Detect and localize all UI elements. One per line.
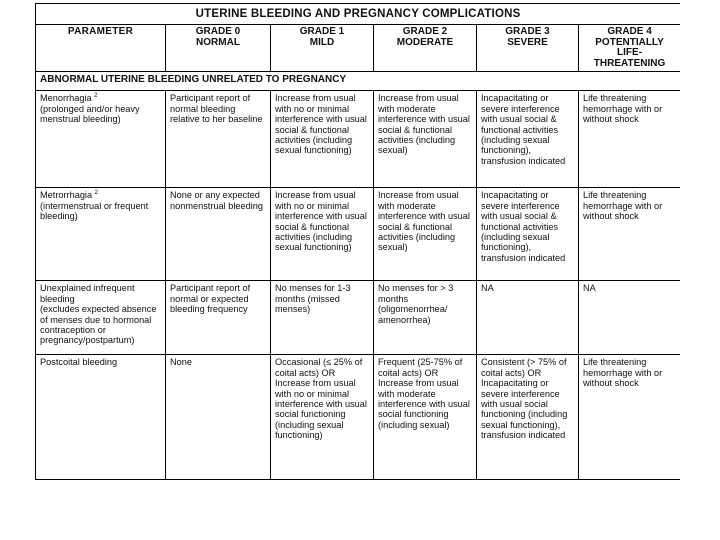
grade-1-cell: Occasional (≤ 25% of coital acts) OR Increase from usual with no or minimal interference with usual social functioning (including sexual functioning)	[271, 355, 374, 480]
grade-2-cell: Increase from usual with moderate interference with usual social & functional activities (including sexual)	[374, 91, 477, 188]
grade-4-cell: Life threatening hemorrhage with or without shock	[579, 355, 681, 480]
parameter-cell: Menorrhagia $^2$ (prolonged and/or heavy menstrual bleeding)	[36, 91, 166, 188]
table-title: UTERINE BLEEDING AND PREGNANCY COMPLICATIONS	[36, 4, 681, 25]
header-parameter: PARAMETER	[36, 25, 166, 72]
grade-3-cell: Incapacitating or severe interference with usual social & functional activities (including sexual functioning), transfusion indicated	[477, 91, 579, 188]
grade-0-cell: Participant report of normal bleeding relative to her baseline	[166, 91, 271, 188]
grade-4-cell: Life threatening hemorrhage with or without shock	[579, 91, 681, 188]
header-grade-2: GRADE 2 MODERATE	[374, 25, 477, 72]
header-grade-3: GRADE 3 SEVERE	[477, 25, 579, 72]
grade-0-cell: None	[166, 355, 271, 480]
header-grade-0: GRADE 0 NORMAL	[166, 25, 271, 72]
grade-1-cell: Increase from usual with no or minimal interference with usual social & functional activities (including sexual functioning)	[271, 188, 374, 281]
grade-0-cell: Participant report of normal or expected bleeding frequency	[166, 281, 271, 355]
table-row	[36, 281, 681, 355]
header-row	[36, 25, 681, 72]
grade-2-cell: Frequent (25-75% of coital acts) OR Increase from usual with moderate interference with usual social functioning (including sexual)	[374, 355, 477, 480]
document-page	[35, 3, 680, 485]
grading-table	[35, 3, 680, 480]
table-row	[36, 355, 681, 480]
parameter-cell: Unexplained infrequent bleeding (excludes expected absence of menses due to hormonal contraception or pregnancy/postpartum)	[36, 281, 166, 355]
parameter-cell: Postcoital bleeding	[36, 355, 166, 480]
table-row	[36, 188, 681, 281]
grade-1-cell: Increase from usual with no or minimal interference with usual social & functional activities (including sexual functioning)	[271, 91, 374, 188]
section-heading: ABNORMAL UTERINE BLEEDING UNRELATED TO PREGNANCY	[36, 72, 681, 91]
grade-2-cell: Increase from usual with moderate interference with usual social & functional activities (including sexual)	[374, 188, 477, 281]
grade-3-cell: Consistent (> 75% of coital acts) OR Incapacitating or severe interference with usual social functioning (including sexual functioning), transfusion indicated	[477, 355, 579, 480]
grade-1-cell: No menses for 1-3 months (missed menses)	[271, 281, 374, 355]
parameter-cell: Metrorrhagia $^2$ (intermenstrual or frequent bleeding)	[36, 188, 166, 281]
grade-2-cell: No menses for > 3 months (oligomenorrhea/ amenorrhea)	[374, 281, 477, 355]
table-row	[36, 91, 681, 188]
header-grade-4: GRADE 4 POTENTIALLY LIFE-THREATENING	[579, 25, 681, 72]
grade-3-cell: NA	[477, 281, 579, 355]
header-grade-1: GRADE 1 MILD	[271, 25, 374, 72]
grade-3-cell: Incapacitating or severe interference with usual social & functional activities (including sexual functioning), transfusion indicated	[477, 188, 579, 281]
grade-4-cell: Life threatening hemorrhage with or without shock	[579, 188, 681, 281]
grade-0-cell: None or any expected nonmenstrual bleeding	[166, 188, 271, 281]
grade-4-cell: NA	[579, 281, 681, 355]
